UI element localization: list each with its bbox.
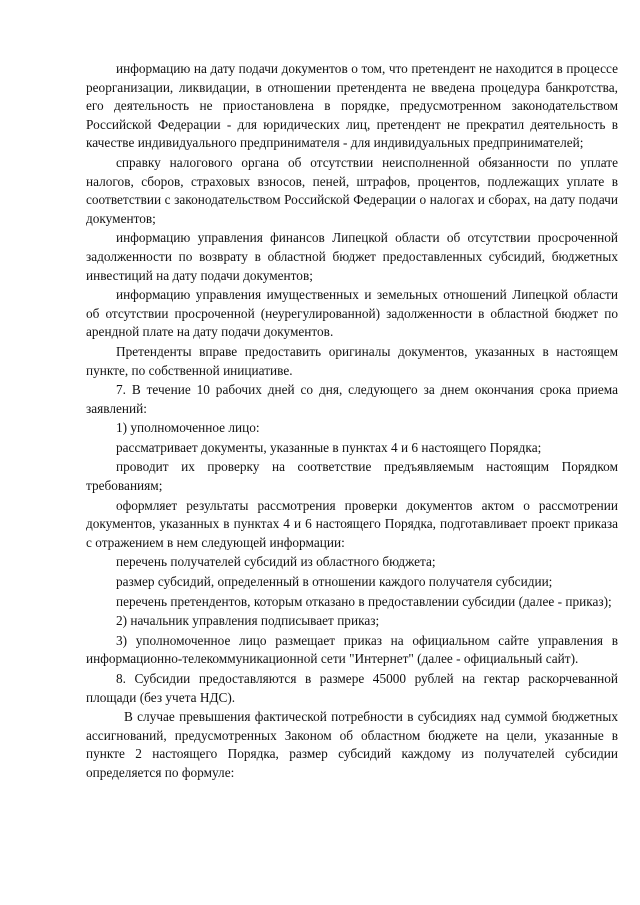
paragraph-11: перечень получателей субсидий из областного бюджета; xyxy=(116,554,436,570)
paragraph-12: размер субсидий, определенный в отношении каждого получателя субсидии; xyxy=(116,574,553,590)
paragraph-7: 1) уполномоченное лицо: xyxy=(116,420,260,436)
paragraph-2: справку налогового органа об отсутствии неисполненной обязанности по уплате налогов, сборов, страховых взносов, пеней, штрафов, процентов, подлежащих уплате в соответствии с законодательством Российской Федерации о налогах и сборах, на дату подачи документов; xyxy=(86,154,618,226)
paragraph-6: 7. В течение 10 рабочих дней со дня, следующего за днем окончания срока приема заявлений: xyxy=(86,382,618,416)
paragraph-1: информацию на дату подачи документов о том, что претендент не находится в процессе реорганизации, ликвидации, в отношении претендента не введена процедура банкротства, его деятельность не приостановлена в порядке, предусмотренном законодательством Российской Федерации - для юридических лиц, претендент не прекратил деятельность в качестве индивидуального предпринимателя - для индивидуальных предпринимателей; xyxy=(86,61,618,151)
paragraph-9: проводит их проверку на соответствие предъявляемым настоящим Порядком требованиям; xyxy=(86,459,618,494)
document-page xyxy=(86,60,618,784)
paragraph-13: перечень претендентов, которым отказано в предоставлении субсидии (далее - приказ); xyxy=(116,593,612,609)
paragraph-17: В случае превышения фактической потребности в субсидиях над суммой бюджетных ассигнований, предусмотренных Законом об областном бюджете на цели, указанные в пункте 2 настоящего Порядка, размер субсидий каждому из получателей субсидии определяется по формуле: xyxy=(86,709,618,780)
paragraph-16: 8. Субсидии предоставляются в размере 45000 рублей на гектар раскорчеванной площади (без учета НДС). xyxy=(86,671,618,705)
paragraph-14: 2) начальник управления подписывает приказ; xyxy=(116,613,380,629)
paragraph-3: информацию управления финансов Липецкой области об отсутствии просроченной задолженности по возврату в областной бюджет предоставленных субсидий, бюджетных инвестиций на дату подачи документов; xyxy=(86,230,618,283)
paragraph-10: оформляет результаты рассмотрения проверки документов актом о рассмотрении документов, указанных в пунктах 4 и 6 настоящего Порядка, подготавливает проект приказа с отражением в нем следующей информации: xyxy=(86,497,618,550)
paragraph-4: информацию управления имущественных и земельных отношений Липецкой области об отсутствии просроченной (неурегулированной) задолженности в областной бюджет по арендной плате на дату подачи документов. xyxy=(86,287,618,340)
paragraph-8: рассматривает документы, указанные в пунктах 4 и 6 настоящего Порядка; xyxy=(116,439,542,455)
paragraph-5: Претенденты вправе предоставить оригиналы документов, указанных в настоящем пункте, по собственной инициативе. xyxy=(86,343,618,378)
paragraph-15: 3) уполномоченное лицо размещает приказ на официальном сайте управления в информационно-телекоммуникационной сети "Интернет" (далее - официальный сайт). xyxy=(86,632,618,667)
